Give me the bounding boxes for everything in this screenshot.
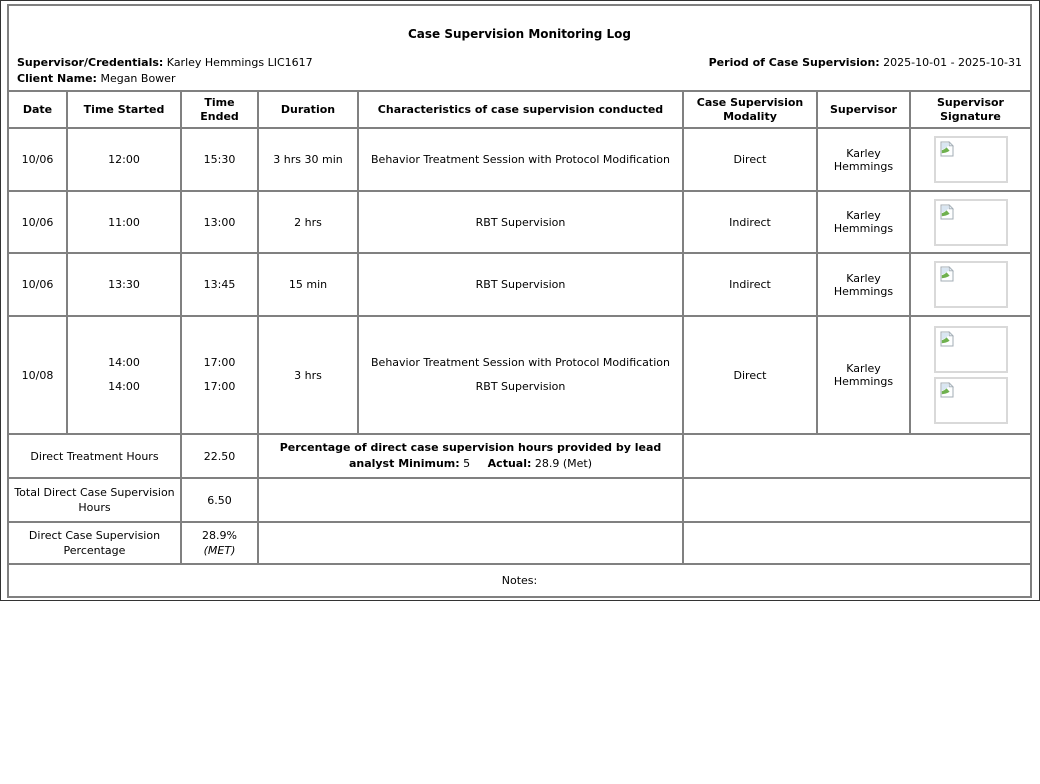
empty-cell (258, 522, 683, 564)
cell-supervisor: Karley Hemmings (817, 191, 910, 253)
cell-duration: 2 hrs (258, 191, 358, 253)
cell-date: 10/06 (8, 253, 67, 316)
signature-image-placeholder (934, 326, 1008, 373)
lead-percentage-minimum-value: 5 (463, 457, 471, 470)
table-row (8, 128, 1031, 191)
lead-percentage-text: Percentage of direct case supervision hours provided by lead analyst Minimum: (279, 441, 662, 470)
cell-duration: 3 hrs (258, 316, 358, 434)
cell-signature (910, 316, 1031, 434)
signature-image-placeholder (934, 261, 1008, 308)
total-direct-hours-value: 6.50 (181, 478, 258, 522)
direct-percentage-label: Direct Case Supervision Percentage (8, 522, 181, 564)
cell-signature (910, 253, 1031, 316)
cell-duration: 15 min (258, 253, 358, 316)
direct-percentage-value: 28.9% (202, 529, 237, 542)
header-info (17, 55, 1022, 87)
cell-time-ended: 15:30 (181, 128, 258, 191)
cell-time-started (67, 316, 181, 434)
col-header-duration: Duration (258, 91, 358, 128)
table-row (8, 253, 1031, 316)
col-header-time-ended: Time Ended (181, 91, 258, 128)
cell-modality: Direct (683, 316, 817, 434)
cell-time-started: 11:00 (67, 191, 181, 253)
col-header-time-started: Time Started (67, 91, 181, 128)
time-started-line: 14:00 (108, 356, 140, 369)
cell-characteristics: RBT Supervision (358, 191, 683, 253)
cell-date: 10/06 (8, 191, 67, 253)
lead-percentage-actual-value: 28.9 (Met) (534, 457, 593, 470)
lead-analyst-percentage-cell (258, 434, 683, 478)
empty-cell (258, 478, 683, 522)
col-header-supervisor: Supervisor (817, 91, 910, 128)
signature-image-placeholder (934, 136, 1008, 183)
total-direct-hours-label: Total Direct Case Supervision Hours (8, 478, 181, 522)
cell-date: 10/08 (8, 316, 67, 434)
time-ended-line: 17:00 (203, 356, 236, 369)
supervision-period-label: Period of Case Supervision: (708, 56, 880, 69)
client-name-value: Megan Bower (100, 72, 176, 85)
supervisor-credentials-label: Supervisor/Credentials: (17, 56, 164, 69)
cell-modality: Indirect (683, 191, 817, 253)
supervision-period-value: 2025-10-01 - 2025-10-31 (883, 56, 1022, 69)
characteristic-line: Behavior Treatment Session with Protocol Modification (371, 356, 670, 369)
document-header (7, 4, 1032, 90)
cell-characteristics (358, 316, 683, 434)
broken-image-icon (939, 266, 955, 282)
time-ended-line: 17:00 (203, 380, 236, 393)
lead-percentage-actual-label: Actual: (487, 457, 532, 470)
supervision-log-table (7, 90, 1032, 598)
summary-row-direct-treatment-hours (8, 434, 1031, 478)
broken-image-icon (939, 331, 955, 347)
notes-row (8, 564, 1031, 597)
cell-signature (910, 128, 1031, 191)
characteristic-line: RBT Supervision (475, 380, 566, 393)
summary-row-total-direct-hours (8, 478, 1031, 522)
client-name (17, 71, 175, 87)
col-header-date: Date (8, 91, 67, 128)
direct-treatment-hours-label: Direct Treatment Hours (8, 434, 181, 478)
signature-image-placeholder (934, 377, 1008, 424)
cell-time-started: 12:00 (67, 128, 181, 191)
col-header-characteristics: Characteristics of case supervision conducted (358, 91, 683, 128)
supervisor-credentials-value: Karley Hemmings LIC1617 (166, 56, 313, 69)
page-title: Case Supervision Monitoring Log (408, 27, 631, 41)
notes-label: Notes: (8, 564, 1031, 597)
cell-modality: Indirect (683, 253, 817, 316)
time-started-line: 14:00 (108, 380, 140, 393)
cell-characteristics: RBT Supervision (358, 253, 683, 316)
direct-percentage-status: (MET) (203, 544, 236, 557)
col-header-modality: Case Supervision Modality (683, 91, 817, 128)
supervision-period (709, 55, 1022, 71)
cell-characteristics: Behavior Treatment Session with Protocol Modification (358, 128, 683, 191)
broken-image-icon (939, 204, 955, 220)
client-name-label: Client Name: (17, 72, 97, 85)
cell-supervisor: Karley Hemmings (817, 316, 910, 434)
supervisor-credentials (17, 55, 313, 71)
empty-cell (683, 434, 1031, 478)
cell-time-ended: 13:00 (181, 191, 258, 253)
cell-supervisor: Karley Hemmings (817, 253, 910, 316)
col-header-signature: Supervisor Signature (910, 91, 1031, 128)
table-row (8, 316, 1031, 434)
cell-time-started: 13:30 (67, 253, 181, 316)
broken-image-icon (939, 141, 955, 157)
cell-time-ended: 13:45 (181, 253, 258, 316)
cell-duration: 3 hrs 30 min (258, 128, 358, 191)
cell-time-ended (181, 316, 258, 434)
broken-image-icon (939, 382, 955, 398)
empty-cell (683, 522, 1031, 564)
signature-image-placeholder (934, 199, 1008, 246)
cell-supervisor: Karley Hemmings (817, 128, 910, 191)
direct-treatment-hours-value: 22.50 (181, 434, 258, 478)
cell-signature (910, 191, 1031, 253)
summary-row-direct-percentage (8, 522, 1031, 564)
empty-cell (683, 478, 1031, 522)
direct-percentage-value-cell (181, 522, 258, 564)
cell-modality: Direct (683, 128, 817, 191)
table-row (8, 191, 1031, 253)
table-header-row (8, 91, 1031, 128)
cell-date: 10/06 (8, 128, 67, 191)
